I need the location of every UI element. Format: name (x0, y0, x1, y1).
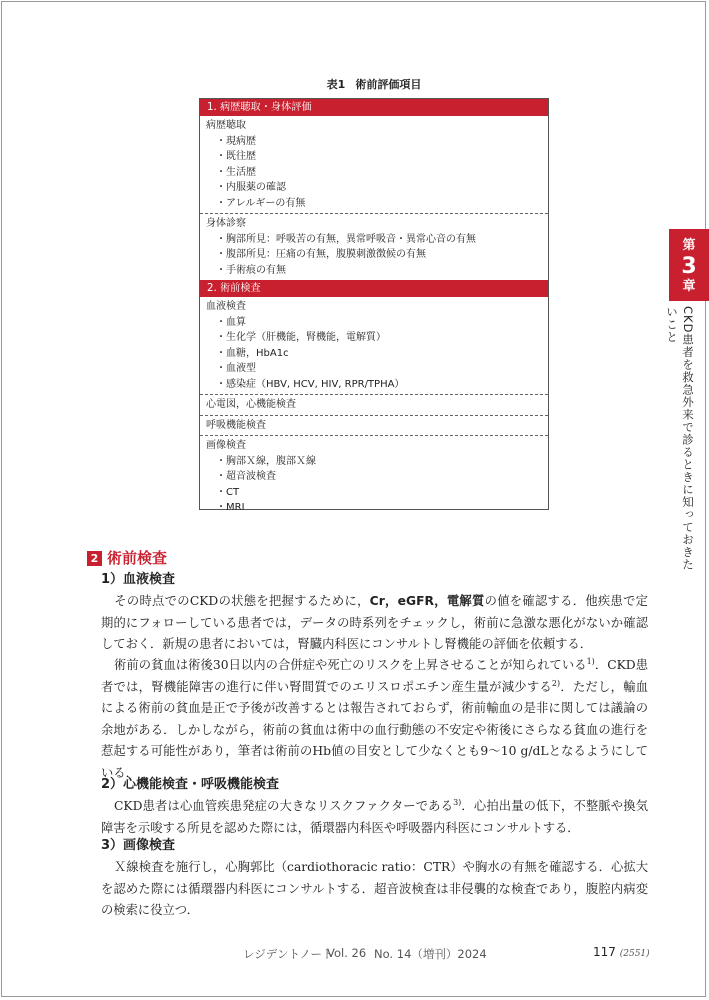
table-list-item: ・ 腹部所見：圧痛の有無，腹膜刺激徴候の有無 (206, 247, 548, 263)
table-list-item: ・ 血算 (206, 315, 548, 331)
table-list-item: ・ アレルギーの有無 (206, 196, 548, 212)
table-list-item: ・ 既往歴 (206, 149, 548, 165)
table-list-item: ・ 感染症（HBV, HCV, HIV, RPR/TPHA） (206, 377, 548, 393)
page-number-total: (2551) (619, 949, 650, 959)
paragraph-blood-1: その時点でのCKDの状態を把握するために，Cr，eGFR，電解質の値を確認する．他疾患で定期的にフォローしている患者では，データの時系列をチェックし，術前に急激な悪化がないか確認しておく．新規の患者においては，腎臓内科医にコンサルトし腎機能の評価を依頼する． (101, 594, 648, 651)
section-heading (87, 548, 167, 568)
footer-journal: レジデントノート (243, 947, 334, 961)
subsection-heading-imaging: 3）画像検査 (101, 838, 176, 853)
table-list-item: ・ 生化学（肝機能，腎機能，電解質） (206, 330, 548, 346)
table-caption: 術前評価項目 (355, 78, 422, 91)
table-group-title: 心電図，心機能検査 (206, 399, 296, 410)
subsection-heading-blood: 1）血液検査 (101, 572, 176, 587)
table-group (200, 213, 548, 280)
table-list-item: ・ 血液型 (206, 361, 548, 377)
table-list-item: ・ 血糖，HbA1c (206, 346, 548, 362)
footer-volume: Vol. 26 (327, 946, 367, 960)
table-group (200, 415, 548, 436)
table-group-title: 画像検査 (206, 440, 246, 451)
preop-evaluation-table (199, 98, 549, 513)
chapter-tab-prefix: 第 (682, 238, 696, 253)
table-group (200, 297, 548, 394)
chapter-tab-suffix: 章 (682, 279, 696, 294)
table-list-item: ・ CT (206, 485, 548, 501)
table-group (200, 435, 548, 518)
table-section-header: 1. 病歴聴取・身体評価 (200, 99, 548, 116)
page-number-main: 117 (593, 945, 616, 959)
subsection-heading-cardio-resp: 2）心機能検査・呼吸機能検査 (101, 777, 280, 792)
section-title: 術前検査 (107, 549, 168, 567)
table-list-item: ・ 手術痕の有無 (206, 263, 548, 279)
citation-2: 2) (551, 678, 561, 688)
table-group-title: 病歴聴取 (206, 120, 246, 131)
table-list-item: ・ 内服薬の確認 (206, 180, 548, 196)
table-group-title: 身体診察 (206, 218, 246, 229)
section-number-badge: 2 (87, 551, 102, 566)
table-list-item: ・ 胸部Ｘ線，腹部Ｘ線 (206, 454, 548, 470)
table-group (200, 394, 548, 415)
table-number: 表1 (326, 78, 346, 91)
paragraph-imaging: Ｘ線検査を施行し，心胸郭比（cardiothoracic ratio：CTR）や胸水の有無を確認する．心拡大を認めた際には循環器内科医にコンサルトする．超音波検査は非侵襲的な検査であり，腹腔内病変の検索に役立つ． (101, 860, 648, 917)
table-section-header: 2. 術前検査 (200, 280, 548, 297)
paragraph-blood-2: 術前の貧血は術後30日以内の合併症や死亡のリスクを上昇させることが知られている$^{1)}$．CKD患者では，腎機能障害の進行に伴い腎間質でのエリスロポエチン産生量が減少する$^{2)}$．ただし，輸血による術前の貧血是正で予後が改善するとは報告されておらず，術前輸血の是非に関しては議論の余地がある．しかしながら，術前の貧血は術中の血行動態の不安定や術後にさらなる貧血の進行を惹起する可能性があり，筆者は術前のHb値の目安として少なくとも9～10 g/dLとなるようにしている． (101, 656, 648, 780)
chapter-tab (669, 229, 709, 301)
table-list-item: ・ 胸部所見：呼吸苦の有無，異常呼吸音・異常心音の有無 (206, 232, 548, 248)
table-group (200, 116, 548, 213)
citation-3: 3) (453, 797, 462, 807)
bold-lab-values: Cr，eGFR，電解質 (369, 594, 485, 608)
footer-issue: No. 14（増刊）2024 (374, 947, 487, 961)
table-group-title: 血液検査 (206, 301, 246, 312)
table-list-item: ・ MRI (206, 500, 548, 516)
table-list-item: ・ 現病歴 (206, 134, 548, 150)
table-list-item: ・ 生活歴 (206, 165, 548, 181)
table-list-item: ・ 超音波検査 (206, 469, 548, 485)
chapter-side-title: CKD患者を救急外来で診るときに知っておきたいこと (665, 306, 695, 571)
table-title (199, 76, 549, 92)
paragraph-cardio-resp: CKD患者は心血管疾患発症の大きなリスクファクターである$^{3)}$．心拍出量の低下，不整脈や換気障害を示唆する所見を認めた際には，循環器内科医や呼吸器内科医にコンサルトする． (101, 797, 648, 835)
chapter-tab-number: 3 (681, 254, 697, 279)
table-group-title: 呼吸機能検査 (206, 419, 266, 431)
citation-1: 1) (586, 656, 595, 666)
page-number (593, 945, 650, 959)
